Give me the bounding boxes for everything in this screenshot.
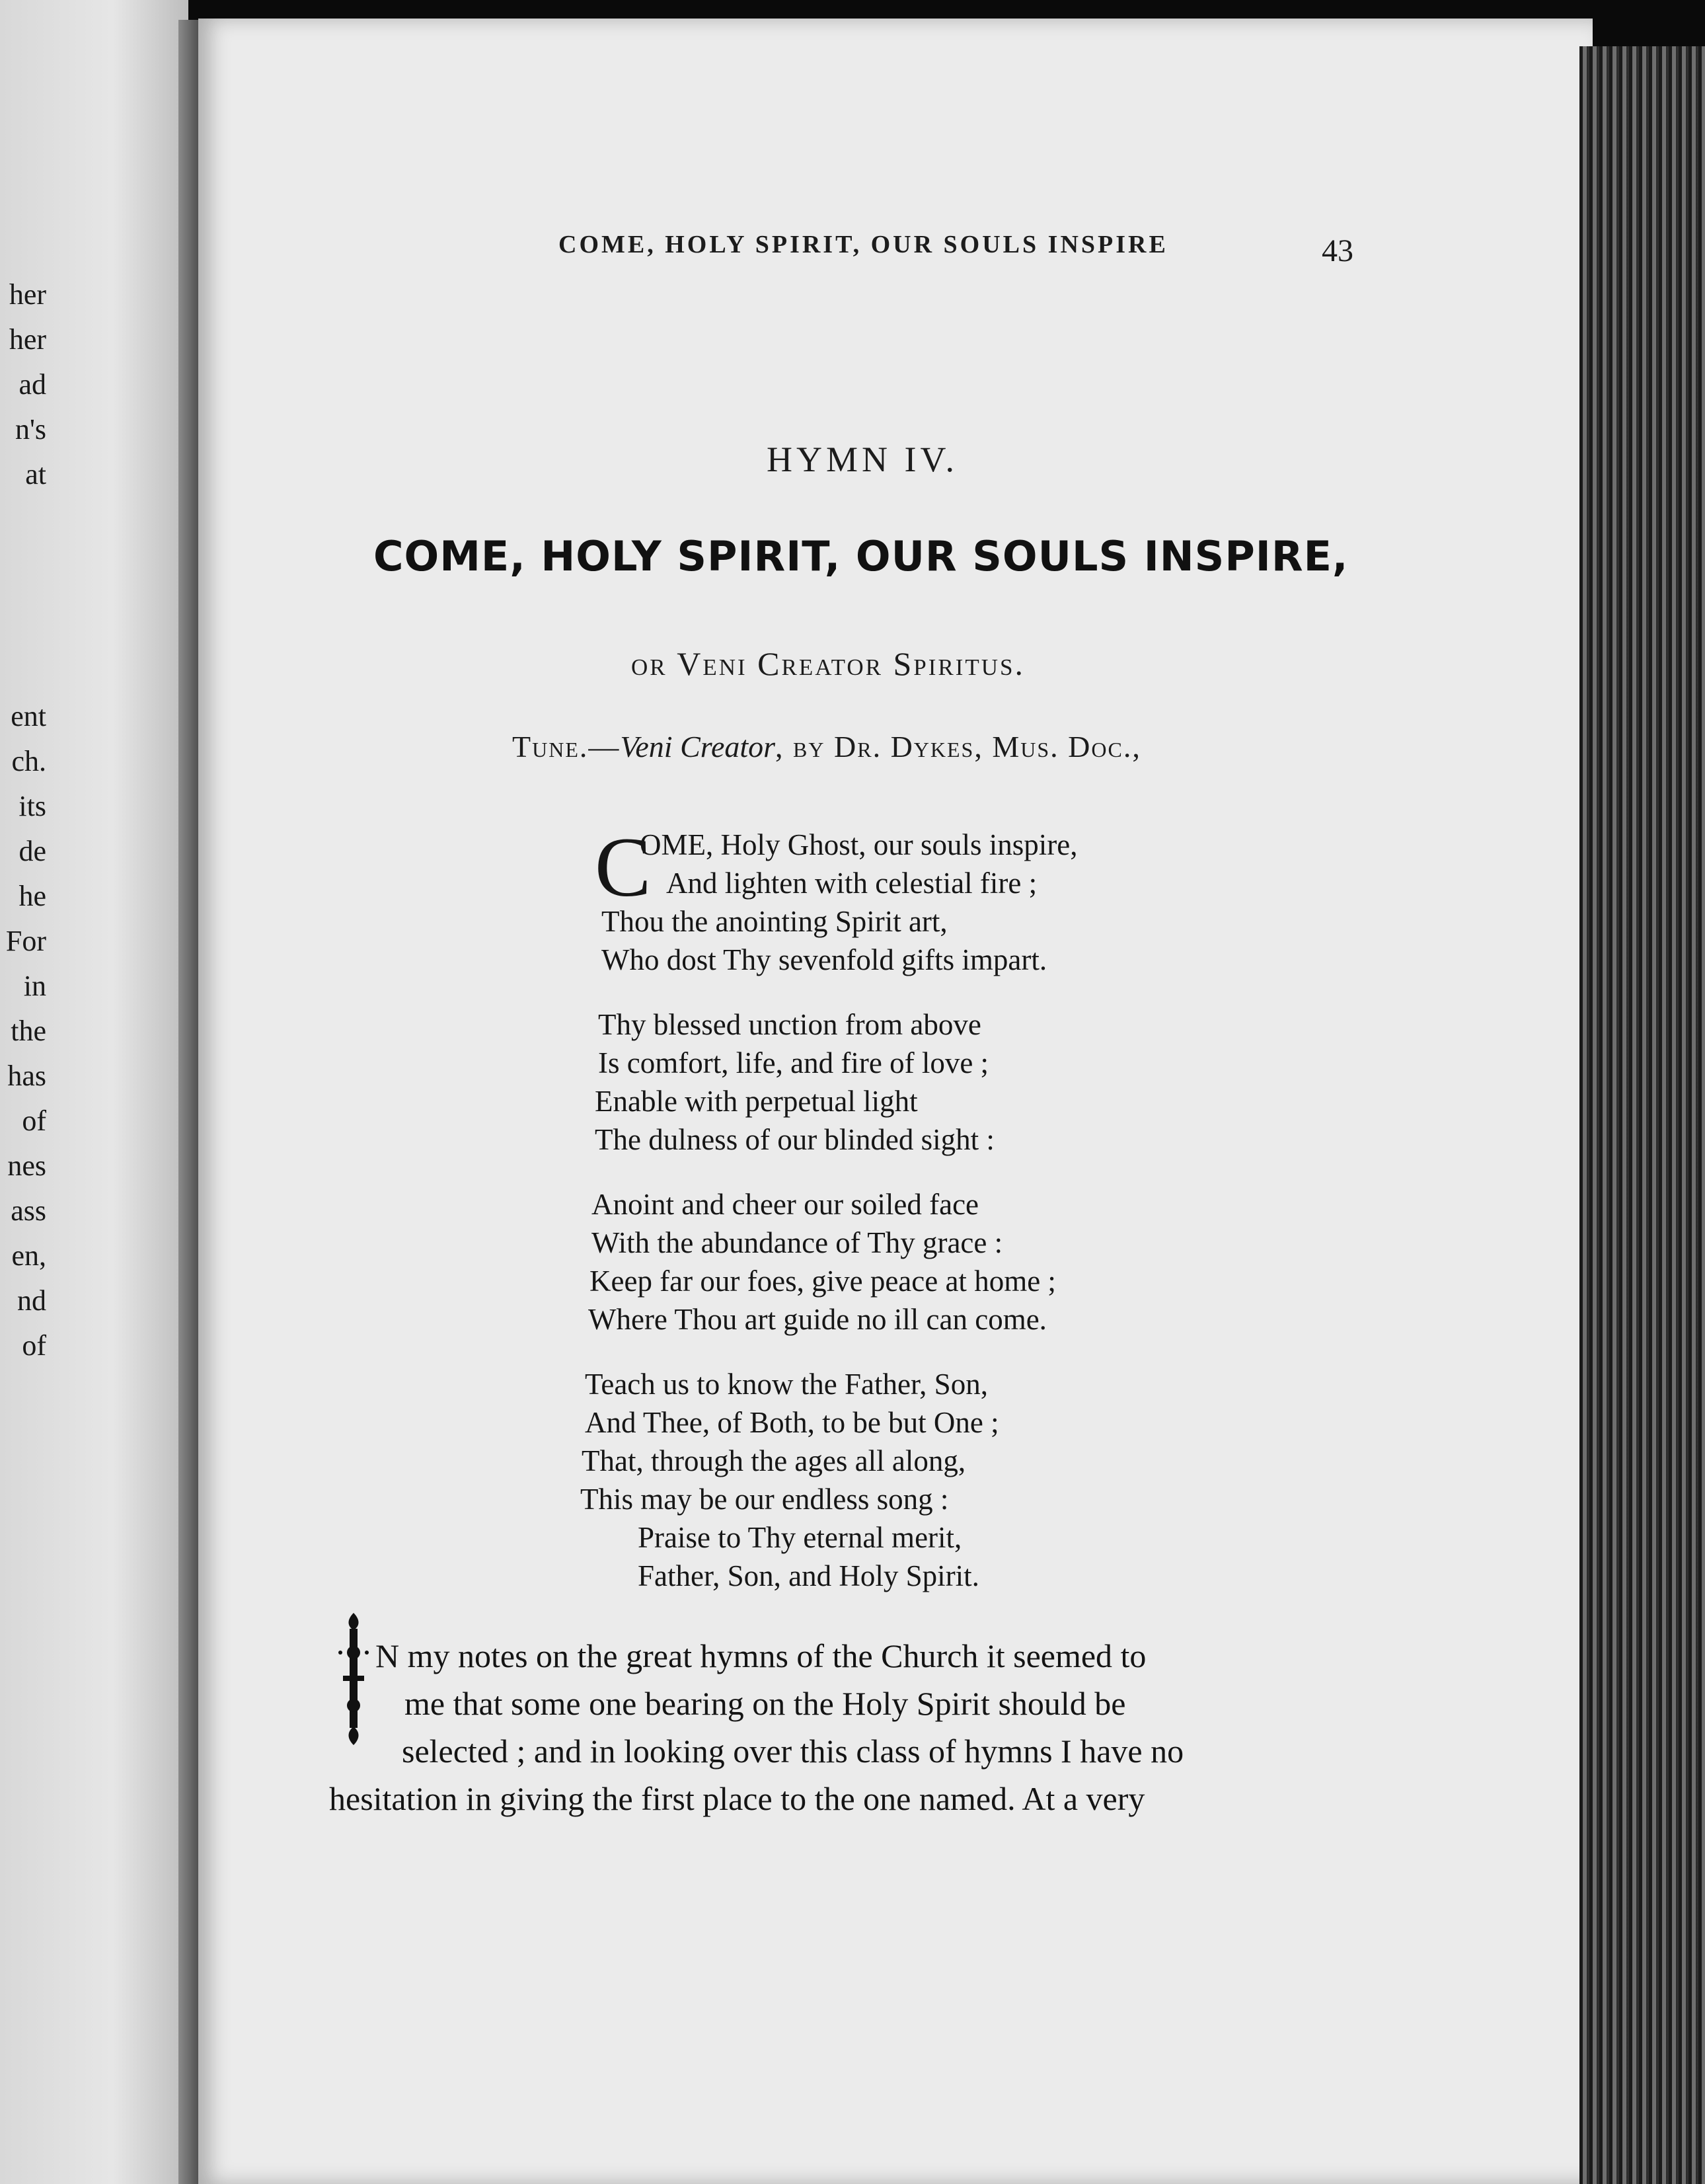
verse-line: The dulness of our blinded sight : [595, 1123, 995, 1156]
left-page-line: of [22, 1105, 46, 1137]
verse-line: Enable with perpetual light [595, 1085, 918, 1118]
left-page-line: in [23, 970, 46, 1002]
verse-line: Anoint and cheer our soiled face [591, 1188, 979, 1221]
left-page-line: nes [7, 1150, 46, 1182]
ornamental-initial-i [334, 1613, 373, 1745]
left-page-line: ad [19, 368, 46, 401]
previous-page-edge [0, 0, 188, 2184]
left-page-line: ent [11, 700, 46, 732]
verse-line: And Thee, of Both, to be but One ; [585, 1406, 999, 1439]
verse-line: This may be our endless song : [580, 1483, 949, 1516]
page-edges [1579, 46, 1705, 2184]
commentary-line: selected ; and in looking over this class of hymns I have no [402, 1733, 1184, 1770]
verse-line: Teach us to know the Father, Son, [585, 1368, 988, 1401]
tune-composer: , by Dr. Dykes, Mus. Doc., [775, 730, 1141, 763]
left-page-line: For [5, 925, 46, 957]
running-head: COME, HOLY SPIRIT, OUR SOULS INSPIRE [558, 231, 1168, 258]
left-page-line: en, [11, 1239, 46, 1272]
verse-line: Father, Son, and Holy Spirit. [638, 1559, 979, 1592]
tune-line [512, 729, 1141, 764]
left-page-line: n's [15, 413, 46, 446]
left-page-line: ch. [11, 745, 46, 777]
left-page-line: ass [11, 1194, 46, 1227]
left-page-line: of [22, 1329, 46, 1362]
commentary-line: hesitation in giving the first place to the one named. At a very [329, 1780, 1145, 1817]
hymn-number: HYMN IV. [767, 440, 959, 479]
tune-label: Tune.— [512, 730, 621, 763]
verse-line: And lighten with celestial fire ; [666, 867, 1038, 900]
verse-line: That, through the ages all along, [582, 1444, 966, 1477]
verse-line: Where Thou art guide no ill can come. [588, 1303, 1047, 1336]
commentary-line: N my notes on the great hymns of the Church it seemed to [375, 1637, 1147, 1674]
hymn-subtitle: or Veni Creator Spiritus. [631, 645, 1026, 682]
left-page-line: the [11, 1015, 46, 1047]
verse-line: With the abundance of Thy grace : [591, 1226, 1003, 1259]
verse-line: Keep far our foes, give peace at home ; [589, 1265, 1056, 1298]
left-page-line: nd [17, 1284, 46, 1317]
left-page-line: her [9, 278, 46, 311]
page-number: 43 [1322, 233, 1353, 268]
hymn-title: COME, HOLY SPIRIT, OUR SOULS INSPIRE, [373, 532, 1349, 580]
left-page-line: he [19, 880, 46, 912]
verse-line: Who dost Thy sevenfold gifts impart. [601, 943, 1047, 976]
left-page-line: its [19, 790, 46, 822]
tune-name: Veni Creator [620, 730, 776, 763]
left-page-line: at [25, 458, 46, 490]
left-page-line: has [7, 1060, 46, 1092]
commentary-line: me that some one bearing on the Holy Spirit should be [404, 1685, 1126, 1722]
left-page-line: de [19, 835, 46, 867]
verse-line: Thou the anointing Spirit art, [601, 905, 948, 938]
verse-dropcap: C [595, 820, 652, 914]
verse-line: OME, Holy Ghost, our souls inspire, [640, 828, 1078, 861]
verse-line: Is comfort, life, and fire of love ; [598, 1046, 989, 1079]
ornamental-i-icon [334, 1613, 373, 1745]
verse-line: Praise to Thy eternal merit, [638, 1521, 962, 1554]
verse-line: Thy blessed unction from above [598, 1008, 981, 1041]
left-page-line: her [9, 323, 46, 356]
